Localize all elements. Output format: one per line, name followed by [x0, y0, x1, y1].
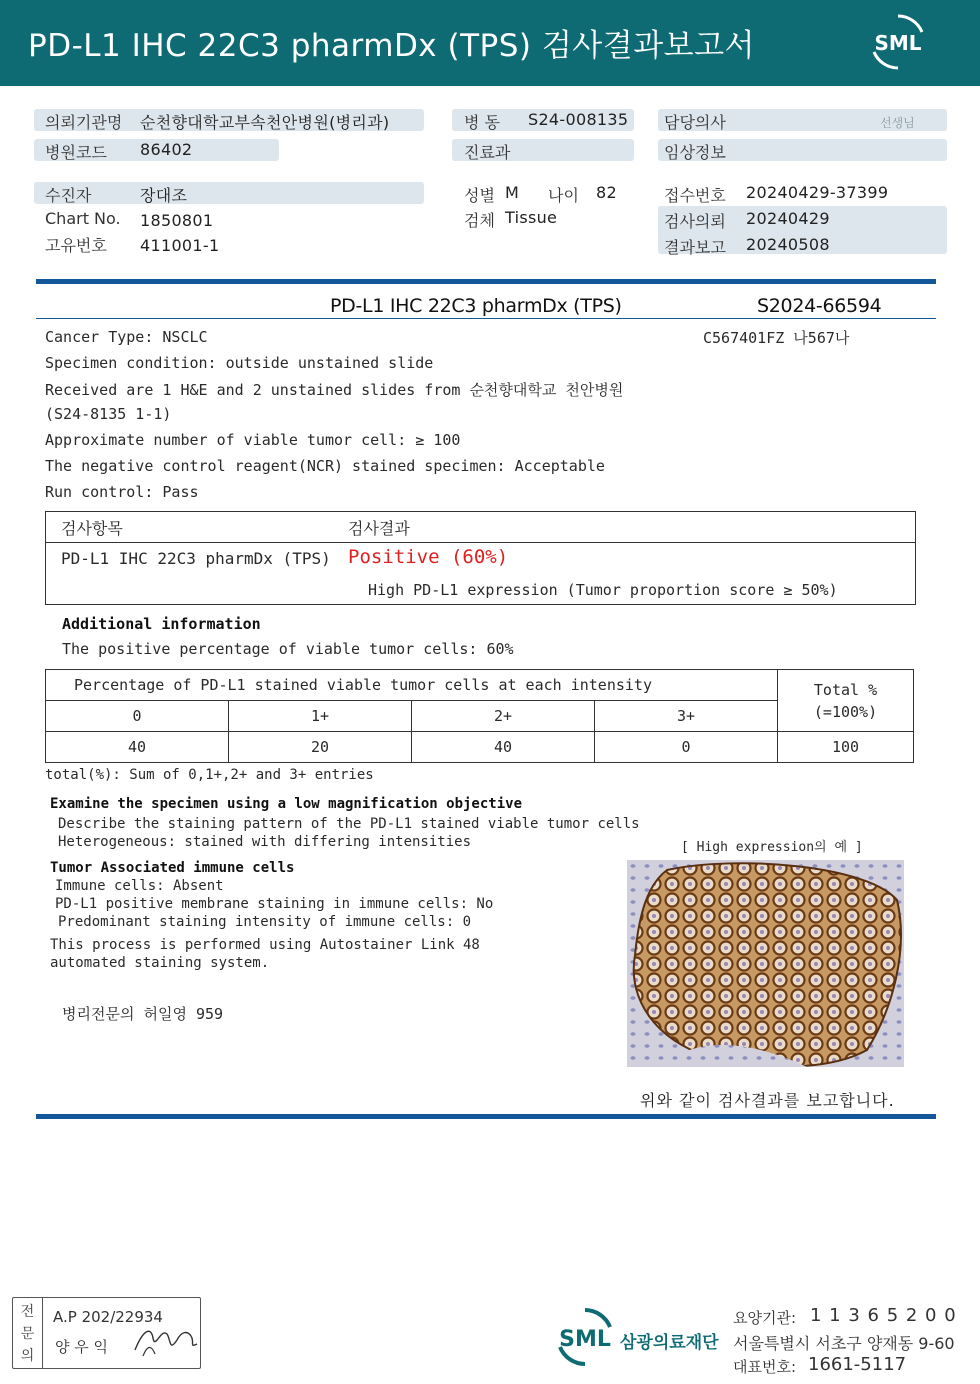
intensity-header-1: 1+ — [229, 701, 412, 732]
id-no-label: 고유번호 — [45, 236, 107, 255]
stamp-side-2: 문 — [20, 1326, 35, 1342]
chart-no-value: 1850801 — [140, 211, 214, 230]
care-number: 1 1 3 6 5 2 0 0 — [810, 1305, 957, 1326]
report-top-rule — [36, 279, 936, 284]
examine-line-2: Heterogeneous: stained with differing intensities — [58, 834, 472, 850]
report-header — [0, 0, 980, 86]
report-number: S2024-66594 — [757, 295, 882, 317]
sml-footer-logo-icon — [553, 1305, 617, 1369]
image-caption: [ High expression의 예 ] — [681, 840, 863, 855]
care-label: 요양기관: — [733, 1309, 797, 1327]
total-header-1: Total % — [813, 680, 878, 699]
examine-line-1: Describe the staining pattern of the PD-L1 stained viable tumor cells — [58, 816, 640, 832]
immune-line-1: Immune cells: Absent — [55, 878, 224, 894]
result-header-item: 검사항목 — [61, 519, 123, 538]
specimen-condition: Specimen condition: outside unstained slide — [45, 354, 434, 372]
stamp-license: A.P 202/22934 — [53, 1308, 163, 1326]
stamp-side-1: 전 — [20, 1304, 35, 1320]
header-logo-text: SML — [874, 31, 922, 55]
patient-value: 장대조 — [140, 186, 188, 205]
stamp-side-3: 의 — [20, 1348, 35, 1364]
report-date-label: 결과보고 — [664, 238, 726, 257]
doctor-label: 담당의사 — [664, 113, 726, 132]
doctor-suffix: 선생님 — [880, 116, 915, 130]
institution-label: 의뢰기관명 — [45, 113, 123, 132]
ncr-line: The negative control reagent(NCR) stained specimen: Acceptable — [45, 457, 605, 475]
intensity-value-3: 0 — [595, 732, 778, 763]
specimen-label: 검체 — [464, 211, 495, 230]
footer-address: 서울특별시 서초구 양재동 9-60 — [733, 1334, 955, 1353]
sex-label: 성별 — [464, 186, 495, 205]
receipt-value: 20240429-37399 — [746, 183, 889, 202]
signature-icon — [133, 1320, 199, 1360]
intensity-header-0: 0 — [46, 701, 229, 732]
result-note: High PD-L1 expression (Tumor proportion score ≥ 50%) — [368, 581, 838, 599]
ward-value: S24-008135 — [528, 110, 629, 129]
pathologist-stamp — [12, 1297, 201, 1369]
intensity-caption: Percentage of PD-L1 stained viable tumor cells at each intensity — [46, 670, 778, 701]
result-box — [45, 511, 916, 605]
result-value: Positive (60%) — [348, 546, 509, 568]
stamp-side — [13, 1298, 43, 1368]
examine-title: Examine the specimen using a low magnification objective — [50, 796, 523, 812]
immune-title: Tumor Associated immune cells — [50, 860, 295, 876]
intensity-value-1: 20 — [229, 732, 412, 763]
clinical-label: 임상정보 — [664, 143, 726, 162]
immune-line-3: Predominant staining intensity of immune cells: 0 — [58, 914, 472, 930]
specimen-value: Tissue — [505, 208, 558, 227]
received-slides: Received are 1 H&E and 2 unstained slides from 순천향대학교 천안병원 — [45, 381, 624, 399]
run-control: Run control: Pass — [45, 483, 199, 501]
hospital-code-label: 병원코드 — [45, 143, 107, 162]
intensity-table — [45, 669, 914, 763]
patient-row — [34, 182, 424, 204]
total-header — [778, 670, 914, 732]
table-note: total(%): Sum of 0,1+,2+ and 3+ entries — [45, 767, 374, 783]
report-title: PD-L1 IHC 22C3 pharmDx (TPS) — [330, 295, 622, 317]
id-no-value: 411001-1 — [140, 236, 220, 255]
result-header — [46, 512, 915, 543]
report-date-value: 20240508 — [746, 235, 830, 254]
cancer-type: Cancer Type: NSCLC — [45, 328, 208, 346]
report-thin-rule — [36, 318, 936, 319]
result-header-result: 검사결과 — [348, 519, 410, 538]
ward-label: 병 동 — [464, 113, 500, 132]
pathologist: 병리전문의 허일영 959 — [62, 1005, 224, 1023]
report-bottom-rule — [36, 1114, 936, 1119]
result-item: PD-L1 IHC 22C3 pharmDx (TPS) — [61, 549, 331, 568]
ihc-stain-image — [627, 860, 904, 1067]
total-header-2: (=100%) — [813, 702, 878, 721]
footer-logo-text: SML — [559, 1327, 611, 1352]
age-label: 나이 — [548, 186, 579, 205]
page-title: PD-L1 IHC 22C3 pharmDx (TPS) 검사결과보고서 — [28, 28, 755, 64]
sml-logo-icon — [868, 12, 928, 72]
intensity-value-2: 40 — [412, 732, 595, 763]
block-id: C567401FZ 나567나 — [703, 329, 850, 347]
department-label: 진료과 — [464, 143, 511, 162]
ihc-stain-graphic — [627, 860, 904, 1067]
intensity-value-0: 40 — [46, 732, 229, 763]
immune-line-2: PD-L1 positive membrane staining in immune cells: No — [55, 896, 494, 912]
age-value: 82 — [596, 183, 617, 202]
intensity-total: 100 — [778, 732, 914, 763]
process-line-1: This process is performed using Autostainer Link 48 — [50, 937, 480, 953]
intensity-header-2: 2+ — [412, 701, 595, 732]
process-line-2: automated staining system. — [50, 955, 270, 971]
stamp-name: 양 우 익 — [55, 1338, 109, 1356]
institution-value: 순천향대학교부속천안병원(병리과) — [140, 113, 390, 132]
additional-title: Additional information — [62, 615, 261, 633]
chart-no-label: Chart No. — [45, 209, 121, 228]
patient-label: 수진자 — [45, 186, 92, 205]
phone-number: 1661-5117 — [808, 1354, 907, 1375]
hospital-code-value: 86402 — [140, 140, 193, 159]
additional-line: The positive percentage of viable tumor cells: 60% — [62, 640, 514, 658]
phone-label: 대표번호: — [733, 1358, 797, 1376]
closing-statement: 위와 같이 검사결과를 보고합니다. — [640, 1091, 895, 1110]
request-value: 20240429 — [746, 209, 830, 228]
brand-name: 삼광의료재단 — [620, 1333, 719, 1353]
viable-cells: Approximate number of viable tumor cell: ≥ 100 — [45, 431, 461, 449]
slide-ref: (S24-8135 1-1) — [45, 405, 172, 423]
intensity-header-3: 3+ — [595, 701, 778, 732]
receipt-label: 접수번호 — [664, 186, 726, 205]
sex-value: M — [505, 183, 520, 202]
request-label: 검사의뢰 — [664, 212, 726, 231]
